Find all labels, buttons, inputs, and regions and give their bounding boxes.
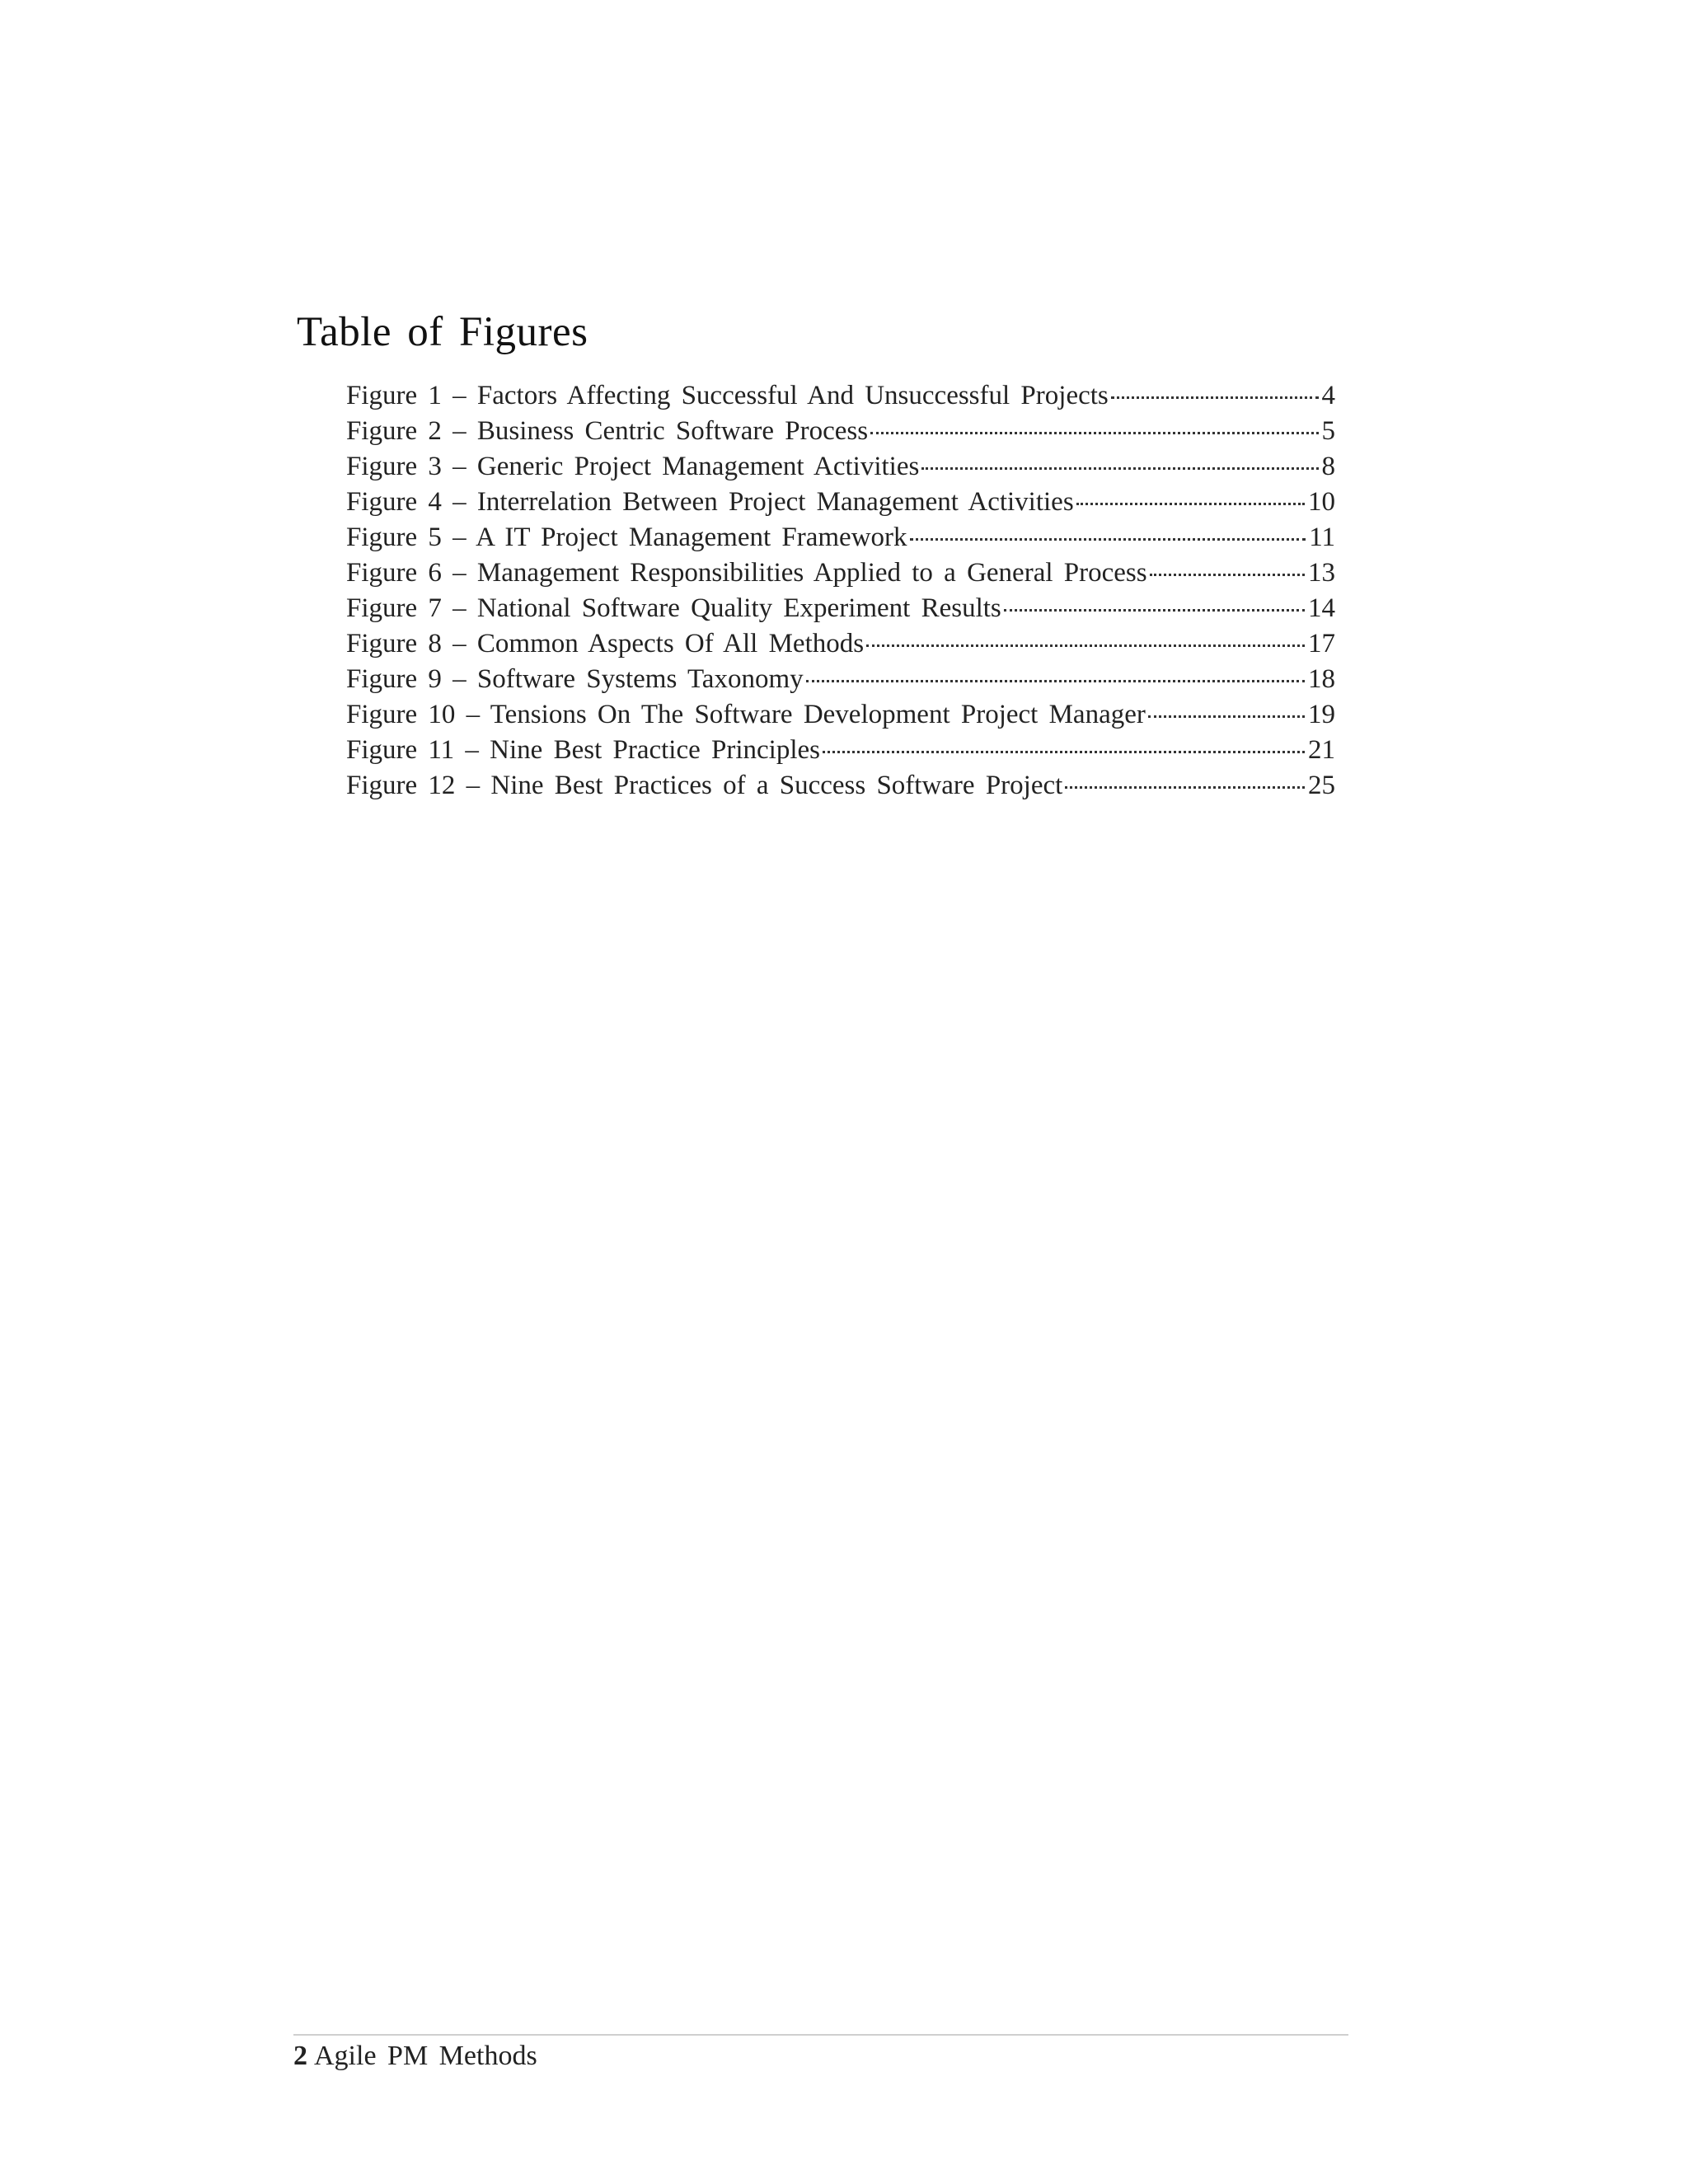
toc-entry-label: Figure 9 – Software Systems Taxonomy (346, 664, 804, 694)
toc-entry[interactable] (346, 452, 1335, 487)
dot-leader (910, 538, 1306, 541)
dot-leader (823, 751, 1305, 753)
toc-entry[interactable] (346, 416, 1335, 452)
toc-entry-label: Figure 8 – Common Aspects Of All Methods (346, 629, 865, 658)
toc-entry-page: 10 (1308, 487, 1335, 517)
toc-entry[interactable] (346, 487, 1335, 523)
toc-entry-page: 25 (1308, 771, 1335, 800)
dot-leader (921, 467, 1318, 470)
toc-entry[interactable] (346, 558, 1335, 593)
dot-leader (1150, 574, 1305, 576)
toc-entry-label: Figure 10 – Tensions On The Software Development Project Manager (346, 700, 1146, 729)
toc-entry[interactable] (346, 381, 1335, 416)
toc-entry[interactable] (346, 664, 1335, 700)
dot-leader (1004, 609, 1305, 612)
toc-entry-page: 13 (1308, 558, 1335, 588)
toc-entry-label: Figure 6 – Management Responsibilities Applied to a General Process (346, 558, 1147, 588)
toc-entry[interactable] (346, 700, 1335, 735)
toc-entry[interactable] (346, 629, 1335, 664)
toc-entry-label: Figure 11 – Nine Best Practice Principles (346, 735, 820, 765)
toc-entry-page: 5 (1321, 416, 1335, 446)
dot-leader (870, 432, 1318, 434)
toc-entry-label: Figure 7 – National Software Quality Experiment Results (346, 593, 1001, 623)
dot-leader (1065, 786, 1305, 789)
toc-entry-page: 14 (1308, 593, 1335, 623)
dot-leader (1076, 503, 1305, 505)
toc-entry-page: 21 (1308, 735, 1335, 765)
toc-entry[interactable] (346, 523, 1335, 558)
toc-entry-page: 4 (1321, 381, 1335, 410)
dot-leader (1148, 715, 1305, 718)
toc-entry-page: 17 (1308, 629, 1335, 658)
toc-entry[interactable] (346, 735, 1335, 771)
toc-entry-page: 11 (1309, 523, 1335, 552)
page-title: Table of Figures (297, 309, 588, 355)
toc-entry[interactable] (346, 771, 1335, 806)
toc-entry-label: Figure 3 – Generic Project Management Activities (346, 452, 920, 481)
page-footer (293, 2041, 537, 2072)
footer-page-number: 2 (293, 2041, 307, 2071)
toc-entry-page: 8 (1321, 452, 1335, 481)
dot-leader (1111, 396, 1319, 399)
toc-entry-label: Figure 4 – Interrelation Between Project Management Activities (346, 487, 1074, 517)
toc-entry-page: 18 (1308, 664, 1335, 694)
footer-divider (293, 2034, 1348, 2036)
table-of-figures-list (346, 381, 1335, 806)
toc-entry-label: Figure 5 – A IT Project Management Framework (346, 523, 907, 552)
dot-leader (866, 644, 1305, 647)
toc-entry-label: Figure 2 – Business Centric Software Process (346, 416, 869, 446)
toc-entry-page: 19 (1308, 700, 1335, 729)
toc-entry-label: Figure 12 – Nine Best Practices of a Success Software Project (346, 771, 1063, 800)
toc-entry[interactable] (346, 593, 1335, 629)
toc-entry-label: Figure 1 – Factors Affecting Successful And Unsuccessful Projects (346, 381, 1109, 410)
dot-leader (806, 680, 1305, 682)
footer-title: Agile PM Methods (314, 2041, 537, 2071)
